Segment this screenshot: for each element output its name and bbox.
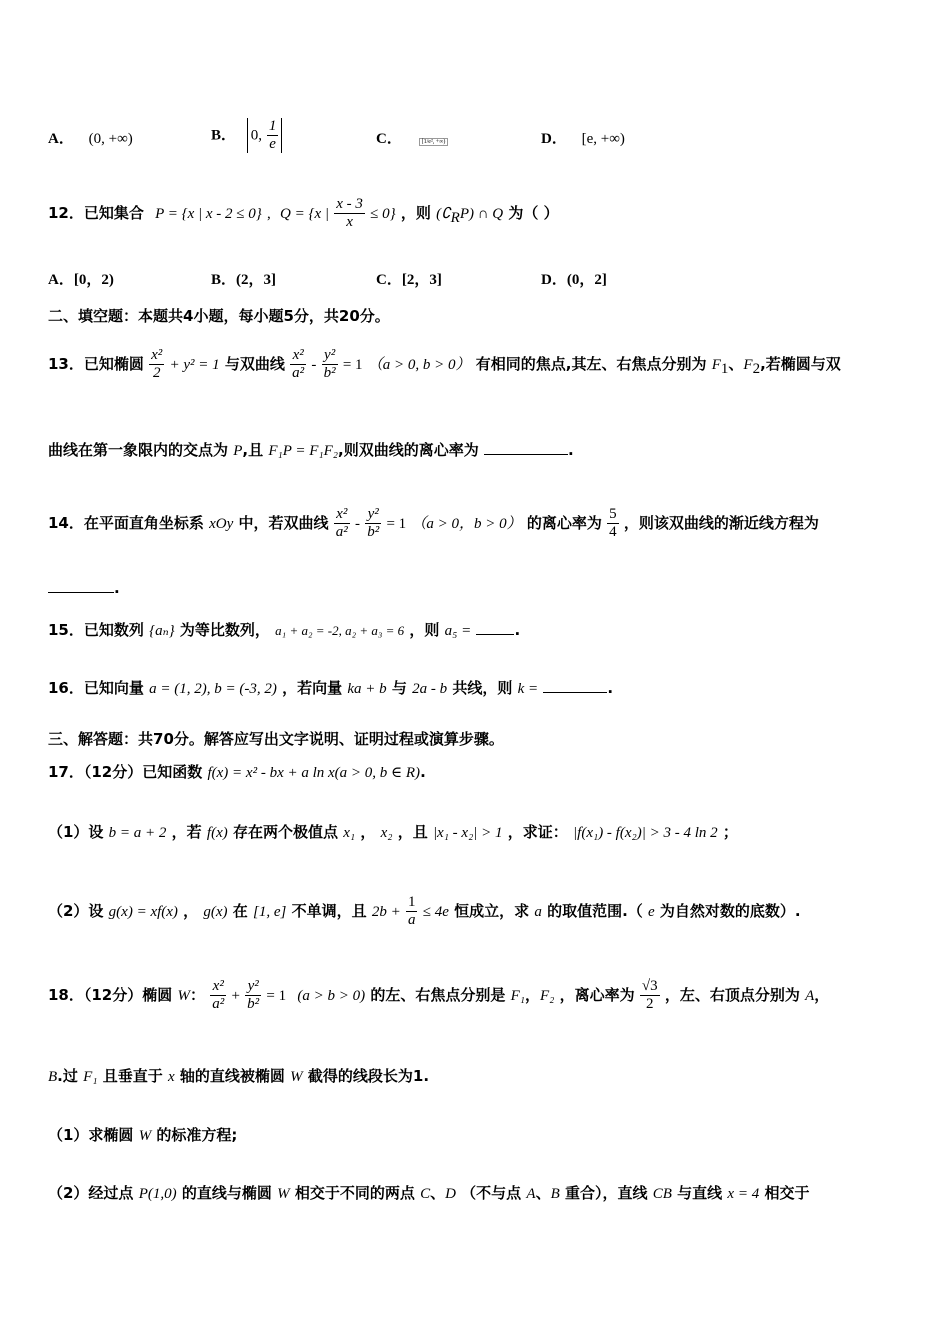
eccentricity-fraction: $\frac{√3}{2}$ bbox=[641, 978, 658, 1012]
option-value: [1/e², +∞) bbox=[419, 138, 449, 146]
q11-option-a bbox=[48, 128, 133, 149]
set-p: P = {x | x - 2 ≤ 0} bbox=[155, 206, 262, 222]
question-18-part1: （1）求椭圆 W 的标准方程; bbox=[48, 1126, 238, 1144]
question-15: 15．已知数列 {aₙ} 为等比数列， a₁ + a₂ = -2, a₂ + a₃ = 6 ，则 a₅ = . bbox=[48, 621, 521, 639]
question-14: 14．在平面直角坐标系 xOy 中，若双曲线 $\frac{\text{x²}}{\text{a²}}$ - $\frac{\text{y²}}{\text{b²}}$ = 1 （a > 0，b > 0） 的离心率为 $\frac{5}{4}$ ，则该双曲线的渐近线方程为 bbox=[48, 506, 819, 540]
option-label: B． bbox=[211, 127, 237, 144]
question-17-part2: （2）设 g(x) = xf(x) ， g(x) 在 [1, e] 不单调，且 2b + $\frac{1}{a}$ ≤ 4e 恒成立，求 a 的取值范围.（ e 为自然对数的底数）. bbox=[48, 894, 801, 928]
answer-blank[interactable] bbox=[476, 620, 514, 635]
q13-focal-eq: F₁P = F₁F₂ bbox=[268, 443, 339, 459]
question-13: 13．已知椭圆 $\frac{\text{x²}}{2}$ + y² = 1 与双曲线 $\frac{\text{x²}}{\text{a²}}$ - $\frac{\text{y²}}{\text{b²}}$ = 1 （a > 0, b > 0） 有相同的焦点,其左、右焦点分别为 $F_1$、$F_2$,若椭圆与双 bbox=[48, 347, 841, 381]
option-label: C． bbox=[376, 131, 402, 147]
q12-prefix: 12．已知集合 bbox=[48, 204, 144, 222]
option-value: (0, +∞) bbox=[88, 131, 133, 147]
section-2-heading: 二、填空题：本题共4小题，每小题5分，共20分。 bbox=[48, 307, 390, 325]
b-zero: 0, bbox=[250, 127, 263, 144]
question-14-line2: . bbox=[48, 578, 120, 598]
question-18-line2: B.过 F₁ 且垂直于 x 轴的直线被椭圆 W 截得的线段长为1. bbox=[48, 1067, 430, 1085]
q13-text2: ,若椭圆与双 bbox=[760, 355, 841, 373]
ellipse-fraction: $\frac{\text{x²}}{2}$ bbox=[151, 347, 163, 381]
q13-prefix: 13．已知椭圆 bbox=[48, 355, 144, 373]
hyperbola-frac-1: $\frac{\text{x²}}{\text{a²}}$ bbox=[292, 347, 305, 381]
answer-blank[interactable] bbox=[543, 678, 607, 693]
q13-text1: 有相同的焦点,其左、右焦点分别为 bbox=[475, 355, 707, 373]
q12-option-b: B．(2，3] bbox=[211, 272, 276, 288]
q12-option-c: C．[2，3] bbox=[376, 272, 442, 288]
b-fraction: $\frac{1}{e}$ bbox=[268, 118, 277, 152]
hyperbola-frac-1: $\frac{\text{x²}}{\text{a²}}$ bbox=[335, 506, 348, 540]
option-value: [e, +∞) bbox=[581, 131, 625, 147]
hyperbola-frac-2: $\frac{\text{y²}}{\text{b²}}$ bbox=[323, 347, 336, 381]
answer-blank[interactable] bbox=[484, 440, 568, 455]
ellipse-rest: + y² = 1 bbox=[169, 357, 220, 373]
question-17-part1: （1）设 b = a + 2 ，若 f(x) 存在两个极值点 x₁ ， x₂ ，且 |x₁ - x₂| > 1 ，求证： |f(x₁) - f(x₂)| > 3 - 4 ln 2 ； bbox=[48, 823, 738, 841]
set-q-fraction: $\frac{x - 3}{x}$ bbox=[336, 196, 363, 230]
question-12: 12．已知集合 P = {x | x - 2 ≤ 0} , Q = {x | $\frac{x - 3}{x}$ ≤ 0} ，则 $(∁_RP)$ ∩ Q 为（ ） bbox=[48, 196, 559, 230]
eccentricity-fraction: $\frac{5}{4}$ bbox=[609, 506, 617, 540]
question-16: 16．已知向量 a = (1, 2), b = (-3, 2) ，若向量 ka + b 与 2a - b 共线，则 k = . bbox=[48, 679, 614, 697]
question-17: 17．（12分）已知函数 f(x) = x² - bx + a ln x(a > 0, b ∈ R). bbox=[48, 763, 426, 781]
q11-option-d bbox=[541, 128, 625, 149]
q12-expr-sub: R bbox=[450, 210, 460, 226]
q12-expr2: P) ∩ Q bbox=[459, 206, 504, 222]
answer-blank[interactable] bbox=[48, 578, 114, 593]
q12-expr: (∁ bbox=[436, 206, 451, 222]
option-label: D． bbox=[541, 131, 567, 147]
q12-then: ，则 bbox=[400, 204, 431, 222]
option-value bbox=[247, 118, 283, 153]
q17-function: f(x) = x² - bx + a ln x(a > 0, b ∈ R) bbox=[207, 765, 421, 781]
q13-mid: 与双曲线 bbox=[224, 355, 285, 373]
set-q-pre: Q = {x | bbox=[280, 206, 329, 222]
set-q-post: ≤ 0} bbox=[370, 206, 396, 222]
q12-option-a: A．[0，2) bbox=[48, 272, 114, 288]
question-18-part2: （2）经过点 P(1,0) 的直线与椭圆 W 相交于不同的两点 C、D （不与点 A、B 重合），直线 CB 与直线 x = 4 相交于 bbox=[48, 1184, 810, 1202]
question-13-line2: 曲线在第一象限内的交点为 P,且 F₁P = F₁F₂,则双曲线的离心率为 . bbox=[48, 441, 574, 459]
hyperbola-frac-2: $\frac{\text{y²}}{\text{b²}}$ bbox=[367, 506, 380, 540]
ellipse-frac-1: $\frac{\text{x²}}{\text{a²}}$ bbox=[212, 978, 225, 1012]
q11-option-b bbox=[211, 118, 282, 153]
q13-condition: （a > 0, b > 0） bbox=[367, 357, 471, 373]
q12-suffix: 为（ ） bbox=[508, 204, 559, 222]
q12-option-d: D．(0，2] bbox=[541, 272, 607, 288]
q11-option-c bbox=[376, 128, 448, 152]
option-label: A． bbox=[48, 131, 74, 147]
inequality-fraction: $\frac{1}{a}$ bbox=[407, 894, 416, 928]
question-18: 18．（12分）椭圆 W： $\frac{\text{x²}}{\text{a²}}$ + $\frac{\text{y²}}{\text{b²}}$ = 1 (a > b > 0) 的左、右焦点分别是 F₁，F₂ ，离心率为 $\frac{√3}{2}$ ，左、右顶点分别为 A， bbox=[48, 978, 830, 1012]
section-3-heading: 三、解答题：共70分。解答应写出文字说明、证明过程或演算步骤。 bbox=[48, 730, 504, 748]
ellipse-frac-2: $\frac{\text{y²}}{\text{b²}}$ bbox=[247, 978, 260, 1012]
